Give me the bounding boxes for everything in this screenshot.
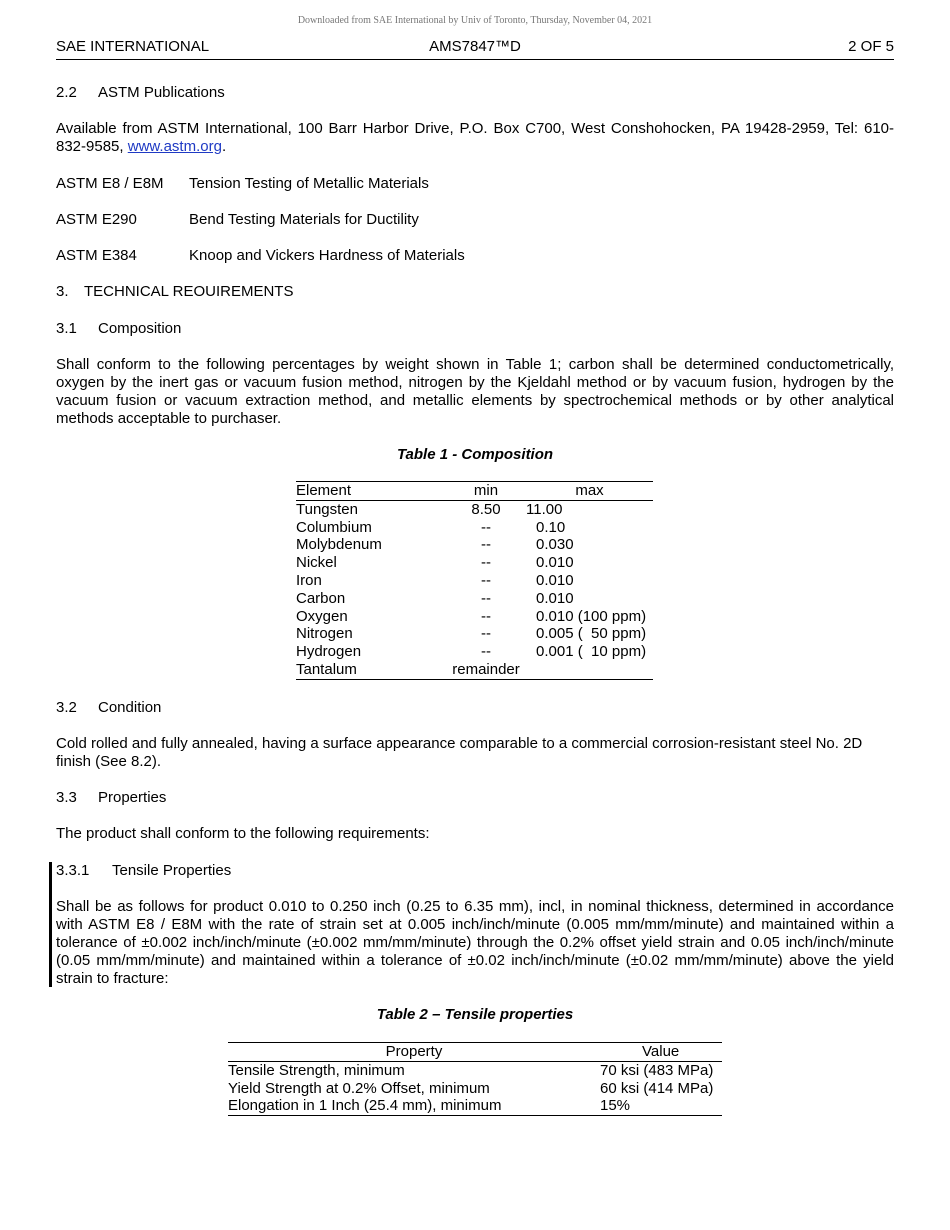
section-3-1-number: 3.1	[56, 320, 77, 337]
table-row	[228, 1061, 722, 1079]
min-cell: --	[481, 607, 491, 625]
table-row	[296, 643, 653, 661]
section-3-3-1-number: 3.3.1	[56, 862, 90, 879]
astm-text-tail: .	[221, 138, 227, 155]
header-page-number: 2 OF 5	[848, 38, 894, 55]
column-header-value: Value	[600, 1043, 722, 1062]
table-header-row	[228, 1043, 722, 1062]
property-cell: Yield Strength at 0.2% Offset, minimum	[228, 1079, 490, 1097]
max-cell: 0.010	[536, 554, 574, 572]
column-header-min: min	[446, 482, 526, 501]
section-2-2-number: 2.2	[56, 84, 77, 101]
section-3-2-text: Cold rolled and fully annealed, having a surface appearance comparable to a commercial corrosion-resistant steel No. 2D finish (See 8.2).	[56, 735, 863, 770]
section-3-3-1-title: Tensile Properties	[112, 862, 232, 879]
section-3-2-title: Condition	[98, 699, 162, 716]
section-2-2-title: ASTM Publications	[98, 84, 225, 101]
section-3-1-title: Composition	[98, 320, 182, 337]
max-cell: 0.010	[536, 571, 574, 589]
reference-code: ASTM E8 / E8M	[56, 175, 164, 192]
section-3-3-number: 3.3	[56, 789, 77, 806]
reference-code: ASTM E290	[56, 211, 137, 228]
max-cell: 0.10	[536, 518, 566, 536]
header-organization: SAE INTERNATIONAL	[56, 38, 210, 55]
element-cell: Nitrogen	[296, 625, 353, 643]
composition-table	[296, 481, 653, 680]
max-cell	[526, 661, 653, 679]
min-cell: --	[481, 554, 491, 572]
element-cell: Hydrogen	[296, 643, 362, 661]
header-rule	[56, 59, 894, 60]
column-header-property: Property	[228, 1043, 600, 1062]
element-cell: Tantalum	[296, 660, 357, 678]
section-3-number: 3.	[56, 283, 69, 300]
section-3-2-number: 3.2	[56, 699, 77, 716]
section-3-3-1-text: Shall be as follows for product 0.010 to 0.250 inch (0.25 to 6.35 mm), incl, in nominal thickness, determined in accordance with ASTM E8 / E8M with the rate of strain set at 0.005 inch/inch/minute (0.005 mm/mm/minute) and maintained within a tolerance of ±0.002 inch/inch/minute (±0.002 mm/mm/minute) through the 0.2% offset yield strain and 0.05 inch/inch/minute (0.05 mm/mm/minute) and maintained within a tolerance of ±0.02 inch/inch/minute (±0.02 mm/mm/minute) above the yield strain to fracture:	[56, 898, 894, 987]
min-cell: --	[481, 518, 491, 536]
revision-change-bar	[49, 862, 52, 987]
max-cell: 0.005 ( 50 ppm)	[536, 625, 647, 643]
min-cell: --	[481, 625, 491, 643]
reference-title: Bend Testing Materials for Ductility	[189, 211, 419, 228]
section-3-3-text: The product shall conform to the following requirements:	[56, 825, 430, 842]
table-row	[228, 1080, 722, 1098]
max-cell: 0.030	[536, 536, 574, 554]
table-header-row	[296, 482, 653, 501]
section-2-2-text	[56, 120, 894, 156]
min-cell: --	[481, 536, 491, 554]
section-3-title: TECHNICAL REOUIREMENTS	[84, 283, 294, 300]
reference-title: Tension Testing of Metallic Materials	[189, 175, 429, 192]
table-row	[296, 572, 653, 590]
section-3-1-text: Shall conform to the following percentages by weight shown in Table 1; carbon shall be determined conductometrically, oxygen by the inert gas or vacuum fusion method, nitrogen by the Kjeldahl method or by vacuum fusion, hydrogen by the vacuum fusion or vacuum extraction method, and metallic elements by spectrochemical methods or by other analytical methods acceptable to purchaser.	[56, 356, 894, 427]
table-row	[296, 608, 653, 626]
astm-link[interactable]: www.astm.org	[127, 138, 222, 155]
value-cell: 15%	[600, 1097, 631, 1115]
section-3-3-title: Properties	[98, 789, 167, 806]
min-cell: --	[481, 571, 491, 589]
table-row	[296, 519, 653, 537]
max-cell: 0.010 (100 ppm)	[536, 607, 647, 625]
element-cell: Molybdenum	[296, 536, 382, 554]
astm-availability-text: Available from ASTM International, 100 Barr Harbor Drive, P.O. Box C700, West Conshohocken, PA 19428-2959, Tel: 610-832-9585,	[56, 120, 894, 155]
element-cell: Carbon	[296, 589, 346, 607]
column-header-max: max	[526, 482, 653, 501]
table-row	[296, 661, 653, 679]
table-2-caption: Table 2 – Tensile properties	[376, 1006, 574, 1023]
value-cell: 70 ksi (483 MPa)	[600, 1061, 714, 1079]
property-cell: Tensile Strength, minimum	[228, 1061, 405, 1079]
column-header-element: Element	[296, 482, 446, 501]
element-cell: Iron	[296, 571, 322, 589]
max-cell: 11.00	[526, 500, 563, 518]
value-cell: 60 ksi (414 MPa)	[600, 1079, 714, 1097]
header-document-id: AMS7847™D	[429, 38, 521, 55]
max-cell: 0.001 ( 10 ppm)	[536, 643, 647, 661]
element-cell: Columbium	[296, 518, 372, 536]
reference-code: ASTM E384	[56, 247, 137, 264]
min-cell: --	[481, 643, 491, 661]
table-row	[296, 536, 653, 554]
table-row	[228, 1097, 722, 1115]
reference-title: Knoop and Vickers Hardness of Materials	[189, 247, 465, 264]
element-cell: Nickel	[296, 554, 337, 572]
min-cell: remainder	[452, 660, 520, 678]
table-row	[296, 625, 653, 643]
table-row	[296, 500, 653, 518]
min-cell: --	[481, 589, 491, 607]
max-cell: 0.010	[536, 589, 574, 607]
property-cell: Elongation in 1 Inch (25.4 mm), minimum	[228, 1097, 502, 1115]
table-1-caption: Table 1 - Composition	[396, 446, 554, 463]
element-cell: Tungsten	[296, 500, 358, 518]
download-notice: Downloaded from SAE International by Univ of Toronto, Thursday, November 04, 2021	[297, 15, 653, 26]
table-row	[296, 554, 653, 572]
element-cell: Oxygen	[296, 607, 348, 625]
tensile-properties-table	[228, 1042, 722, 1116]
table-row	[296, 590, 653, 608]
min-cell: 8.50	[471, 500, 501, 518]
